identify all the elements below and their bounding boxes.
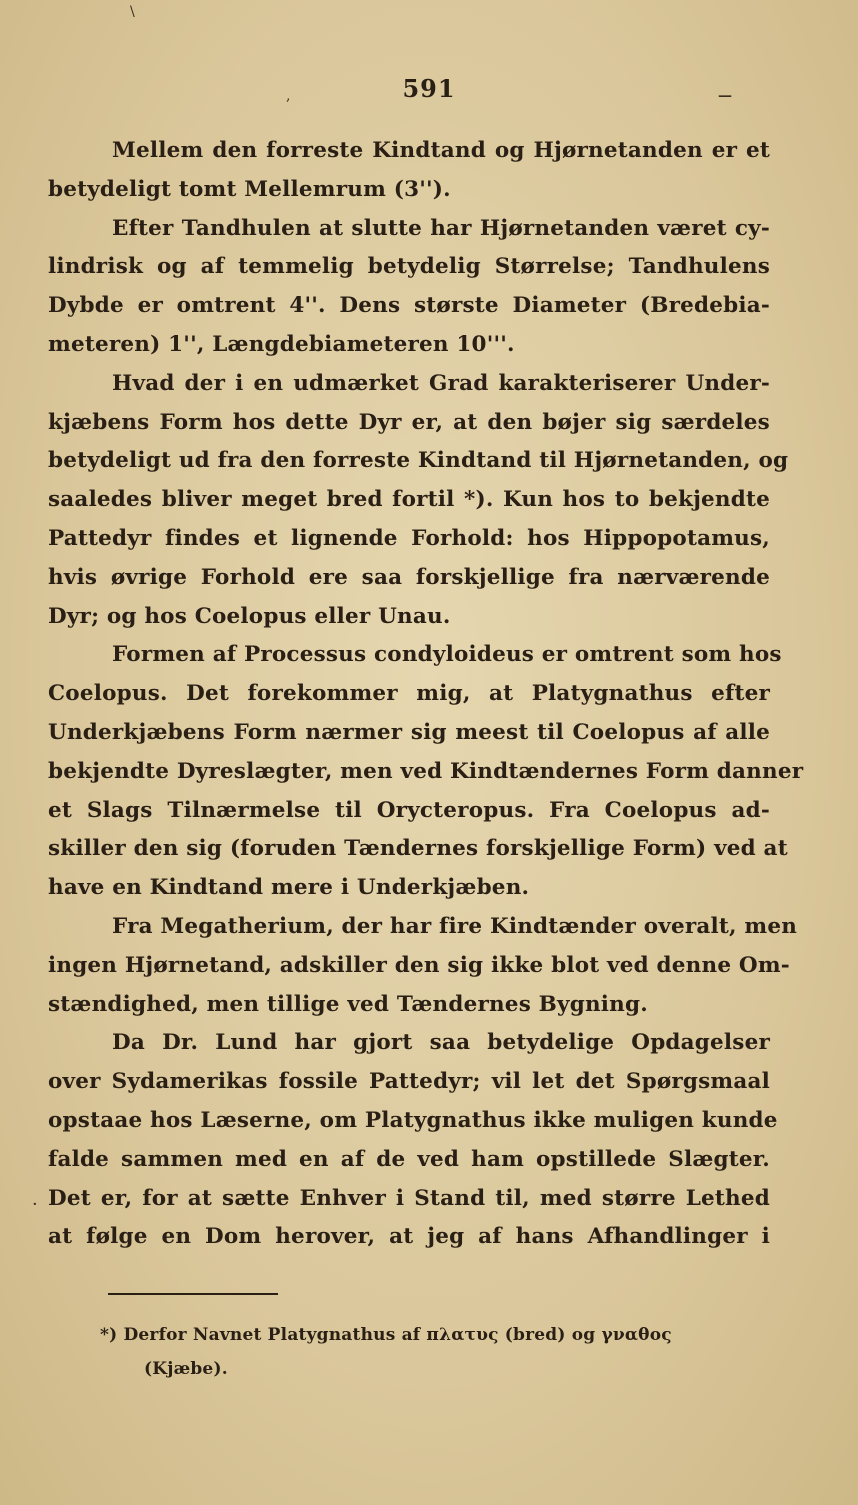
text-line: over Sydamerikas fossile Pattedyr; vil let det Spørgsmaal (48, 1069, 770, 1095)
top-left-mark: \ (130, 4, 135, 20)
text-line: hvis øvrige Forhold ere saa forskjellige fra nærværende (48, 564, 770, 590)
text-line: Formen af Processus condyloideus er omtrent som hos (112, 642, 782, 668)
text-line: Underkjæbens Form nærmer sig meest til Coelopus af alle (48, 719, 770, 745)
text-line: Det er, for at sætte Enhver i Stand til, med større Lethed (48, 1185, 770, 1211)
text-line: skiller den sig (foruden Tændernes forskjellige Form) ved at (48, 836, 788, 862)
text-line: falde sammen med en af de ved ham opstillede Slægter. (48, 1146, 770, 1172)
text-line: Hvad der i en udmærket Grad karakteriserer Under- (112, 370, 770, 396)
footnote (100, 1318, 760, 1386)
left-bullet-mark: · (32, 1194, 38, 1215)
text-line: Dyr; og hos Coelopus eller Unau. (48, 603, 451, 629)
text-line: meteren) 1'', Længdebiameteren 10'''. (48, 331, 515, 357)
text-line: Efter Tandhulen at slutte har Hjørnetanden været cy- (112, 215, 770, 241)
page-number: 591 (402, 74, 456, 103)
text-line: Dybde er omtrent 4''. Dens største Diameter (Bredebia- (48, 293, 770, 319)
text-line: Mellem den forreste Kindtand og Hjørnetanden er et (112, 138, 770, 163)
text-line: et Slags Tilnærmelse til Orycteropus. Fra Coelopus ad- (48, 797, 770, 823)
footnote-line: *) Derfor Navnet Platygnathus af πλατυς (bred) og γναθος (100, 1325, 672, 1345)
text-line: Fra Megatherium, der har fire Kindtænder overalt, men (112, 913, 798, 939)
text-line: stændighed, men tillige ved Tændernes Bygning. (48, 991, 648, 1017)
text-line: lindrisk og af temmelig betydelig Størrelse; Tandhulens (48, 254, 770, 280)
text-line: Da Dr. Lund har gjort saa betydelige Opdagelser (112, 1030, 770, 1056)
small-comma-mark: , (286, 88, 291, 104)
text-line: have en Kindtand mere i Underkjæben. (48, 875, 530, 901)
text-line: betydeligt ud fra den forreste Kindtand til Hjørnetanden, og (48, 448, 789, 474)
body-text (48, 132, 804, 1257)
text-line: kjæbens Form hos dette Dyr er, at den bøjer sig særdeles (48, 409, 770, 435)
footnote-line: (Kjæbe). (144, 1359, 228, 1379)
footnote-rule (108, 1293, 278, 1295)
text-line: Pattedyr findes et lignende Forhold: hos Hippopotamus, (48, 525, 770, 551)
text-line: betydeligt tomt Mellemrum (3''). (48, 176, 451, 202)
text-line: ingen Hjørnetand, adskiller den sig ikke blot ved denne Om- (48, 952, 790, 978)
text-line: saaledes bliver meget bred fortil *). Kun hos to bekjendte (48, 487, 770, 513)
top-right-mark: — (718, 88, 732, 104)
text-line: Coelopus. Det forekommer mig, at Platygnathus efter (48, 681, 770, 707)
text-line: bekjendte Dyreslægter, men ved Kindtændernes Form danner (48, 758, 804, 784)
text-line: at følge en Dom herover, at jeg af hans Afhandlinger i (48, 1224, 770, 1250)
text-line: opstaae hos Læserne, om Platygnathus ikke muligen kunde (48, 1107, 778, 1133)
